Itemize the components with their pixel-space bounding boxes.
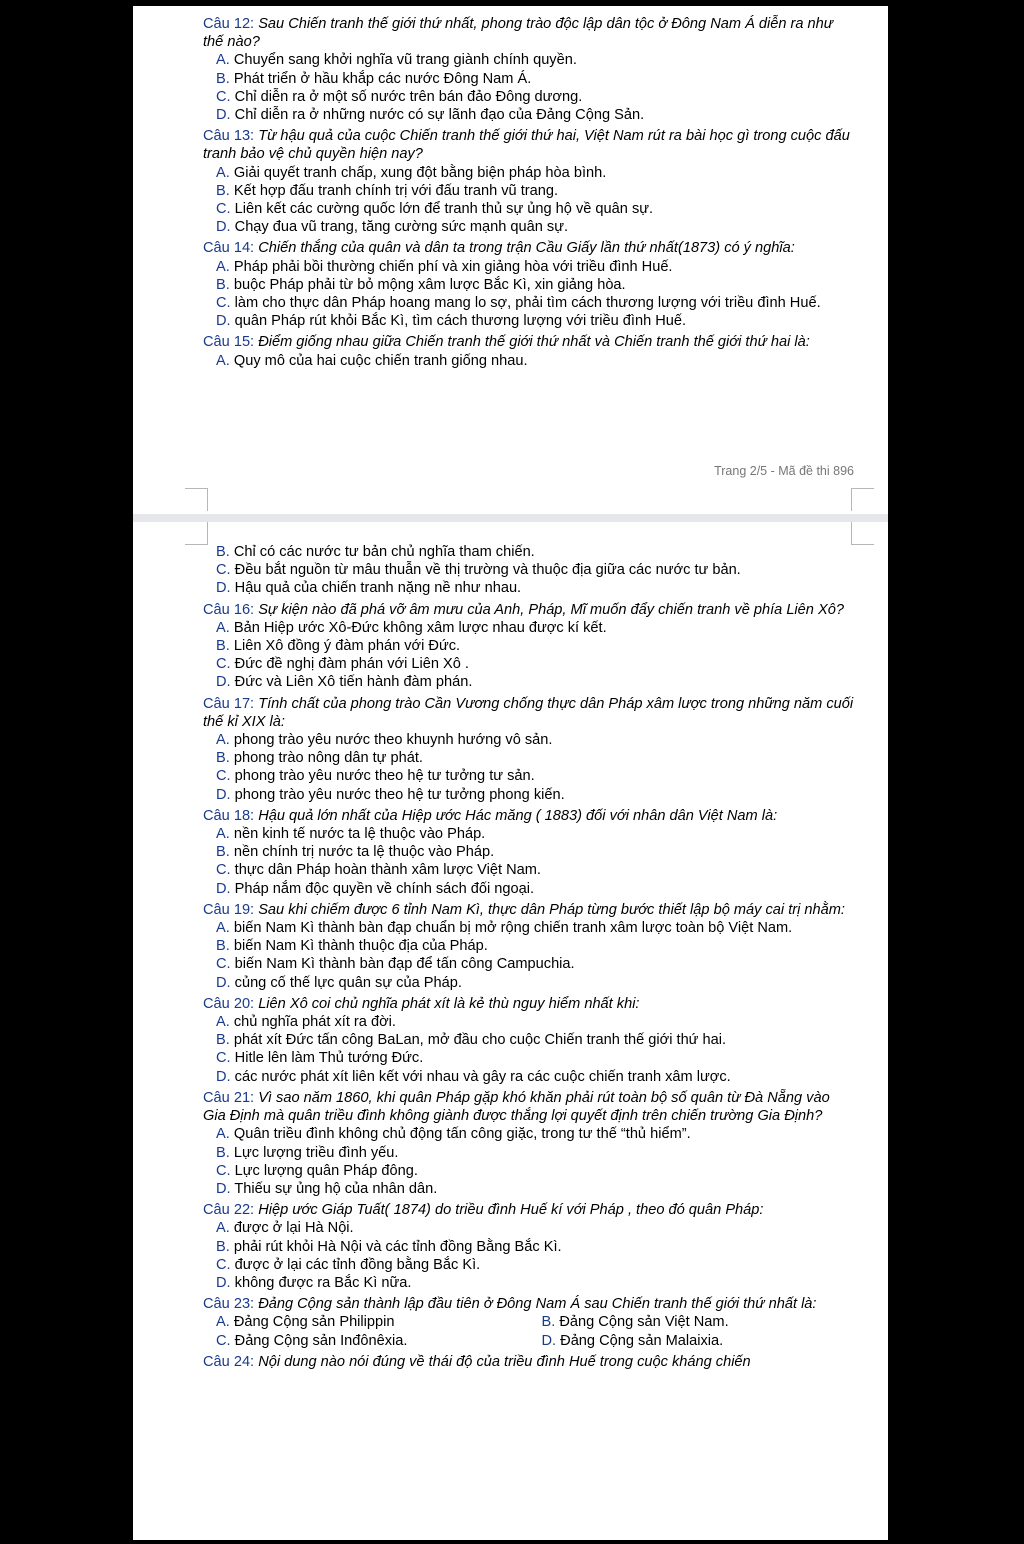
- question-text: Sau khi chiếm được 6 tỉnh Nam Kì, thực dân Pháp từng bước thiết lập bộ máy cai trị nhằm:: [258, 901, 845, 918]
- option-d: D. Đảng Cộng sản Malaixia.: [541, 1332, 724, 1349]
- question-number: Câu 13:: [203, 128, 255, 145]
- option-c: C. Hitle lên làm Thủ tướng Đức.: [216, 1050, 424, 1067]
- option-d: D. phong trào yêu nước theo hệ tư tưởng phong kiến.: [216, 786, 565, 803]
- question-18: [203, 807, 854, 898]
- option-c: C. thực dân Pháp hoàn thành xâm lược Việt Nam.: [216, 862, 541, 879]
- option-b: B. Liên Xô đồng ý đàm phán với Đức.: [216, 638, 461, 655]
- question-number: Câu 12:: [203, 16, 255, 32]
- question-number: Câu 16:: [203, 601, 255, 618]
- option-a: A. Giải quyết tranh chấp, xung đột bằng biện pháp hòa bình.: [216, 164, 607, 181]
- question-15: [203, 333, 854, 369]
- question-number: Câu 18:: [203, 807, 255, 824]
- question-number: Câu 23:: [203, 1296, 255, 1313]
- question-number: Câu 17:: [203, 695, 255, 712]
- exam-page-3: [133, 522, 888, 1540]
- option-a: A. Pháp phải bồi thường chiến phí và xin giảng hòa với triều đình Huế.: [216, 258, 673, 275]
- option-a: A. chủ nghĩa phát xít ra đời.: [216, 1014, 396, 1031]
- option-c: C. Đều bắt nguồn từ mâu thuẫn về thị trường và thuộc địa giữa các nước tư bản.: [216, 562, 741, 579]
- option-d: D. không được ra Bắc Kì nữa.: [216, 1274, 412, 1291]
- question-text: Hiệp ước Giáp Tuất( 1874) do triều đình Huế kí với Pháp , theo đó quân Pháp:: [258, 1202, 764, 1219]
- question-12: [203, 15, 854, 124]
- option-a: A. phong trào yêu nước theo khuynh hướng vô sản.: [216, 732, 553, 749]
- option-d: D. Thiếu sự ủng hộ của nhân dân.: [216, 1180, 438, 1197]
- option-a: A. nền kinh tế nước ta lệ thuộc vào Pháp.: [216, 826, 486, 843]
- option-d: D. Hậu quả của chiến tranh nặng nề như nhau.: [216, 580, 522, 597]
- question-text: Sau Chiến tranh thế giới thứ nhất, phong trào độc lập dân tộc ở Đông Nam Á diễn ra như thế nào?: [203, 16, 834, 51]
- option-d: D. Pháp nắm độc quyền về chính sách đối ngoại.: [216, 880, 535, 897]
- option-b: B. phát xít Đức tấn công BaLan, mở đầu cho cuộc Chiến tranh thế giới thứ hai.: [216, 1032, 727, 1049]
- option-d: D. các nước phát xít liên kết với nhau và gây ra các cuộc chiến tranh xâm lược.: [216, 1068, 731, 1085]
- option-c: C. làm cho thực dân Pháp hoang mang lo sợ, phải tìm cách thương lượng với triều đình Huế.: [216, 295, 821, 312]
- question-text: Đảng Cộng sản thành lập đầu tiên ở Đông Nam Á sau Chiến tranh thế giới thứ nhất là:: [258, 1296, 817, 1313]
- question-23: [203, 1295, 854, 1350]
- question-number: Câu 14:: [203, 240, 255, 257]
- option-b: B. Chỉ có các nước tư bản chủ nghĩa tham chiến.: [216, 544, 535, 560]
- page-content: [203, 540, 854, 1371]
- question-20: [203, 995, 854, 1086]
- option-d: D. Chạy đua vũ trang, tăng cường sức mạnh quân sự.: [216, 219, 569, 236]
- option-b: B. Đảng Cộng sản Việt Nam.: [541, 1314, 729, 1331]
- page-separator: [133, 514, 888, 522]
- option-b: B. nền chính trị nước ta lệ thuộc vào Pháp.: [216, 844, 495, 861]
- question-text: Nội dung nào nói đúng về thái độ của triều đình Huế trong cuộc kháng chiến: [258, 1353, 751, 1370]
- option-c: C. Lực lượng quân Pháp đông.: [216, 1162, 418, 1179]
- option-c: C. biến Nam Kì thành bàn đạp để tấn công Campuchia.: [216, 956, 575, 973]
- question-number: Câu 20:: [203, 995, 255, 1012]
- question-number: Câu 19:: [203, 901, 255, 918]
- option-c: C. Liên kết các cường quốc lớn để tranh thủ sự ủng hộ về quân sự.: [216, 201, 654, 218]
- page-corner-mark: [851, 522, 874, 545]
- question-text: Sự kiện nào đã phá vỡ âm mưu của Anh, Pháp, Mĩ muốn đẩy chiến tranh về phía Liên Xô?: [258, 601, 844, 618]
- option-b: B. phải rút khỏi Hà Nội và các tỉnh đồng Bằng Bắc Kì.: [216, 1238, 562, 1255]
- option-a: A. Đảng Cộng sản Philippin: [216, 1314, 395, 1331]
- question-19: [203, 901, 854, 992]
- option-b: B. phong trào nông dân tự phát.: [216, 750, 423, 767]
- question-text: Liên Xô coi chủ nghĩa phát xít là kẻ thù nguy hiểm nhất khi:: [258, 995, 640, 1012]
- option-c: C. Đảng Cộng sản Inđônêxia.: [216, 1332, 408, 1349]
- question-14: [203, 239, 854, 330]
- page-footer: Trang 2/5 - Mã đề thi 896: [714, 464, 854, 478]
- question-text: Điểm giống nhau giữa Chiến tranh thế giới thứ nhất và Chiến tranh thế giới thứ hai là:: [258, 334, 810, 351]
- option-b: B. biến Nam Kì thành thuộc địa của Pháp.: [216, 938, 488, 955]
- question-17: [203, 695, 854, 804]
- exam-page-2: [133, 6, 888, 514]
- option-a: A. được ở lại Hà Nội.: [216, 1220, 354, 1237]
- option-c: C. phong trào yêu nước theo hệ tư tưởng tư sản.: [216, 768, 535, 785]
- option-c: C. Chỉ diễn ra ở một số nước trên bán đảo Đông dương.: [216, 88, 583, 105]
- question-text: Hậu quả lớn nhất của Hiệp ước Hác măng ( 1883) đối với nhân dân Việt Nam là:: [258, 807, 778, 824]
- option-d: D. Đức và Liên Xô tiến hành đàm phán.: [216, 674, 473, 691]
- option-d: D. Chỉ diễn ra ở những nước có sự lãnh đạo của Đảng Cộng Sản.: [216, 107, 645, 124]
- page-corner-mark: [185, 488, 208, 511]
- question-number: Câu 24:: [203, 1353, 255, 1370]
- question-15-continued: [203, 543, 854, 598]
- option-c: C. được ở lại các tỉnh đồng bằng Bắc Kì.: [216, 1256, 481, 1273]
- option-a: A. Chuyển sang khởi nghĩa vũ trang giành chính quyền.: [216, 52, 577, 69]
- question-21: [203, 1089, 854, 1198]
- option-b: B. buộc Pháp phải từ bỏ mộng xâm lược Bắc Kì, xin giảng hòa.: [216, 276, 626, 293]
- question-text: Chiến thắng của quân và dân ta trong trận Cầu Giấy lần thứ nhất(1873) có ý nghĩa:: [258, 240, 795, 257]
- question-24: [203, 1353, 854, 1371]
- question-22: [203, 1201, 854, 1292]
- options-grid: [203, 1332, 854, 1350]
- question-text: Tính chất của phong trào Cần Vương chống thực dân Pháp xâm lược trong những năm cuối thế kỉ XIX là:: [203, 695, 854, 730]
- question-text: Vì sao năm 1860, khi quân Pháp gặp khó khăn phải rút toàn bộ số quân từ Đà Nẵng vào Gia Định mà quân triều đình không giành được thắng lợi quyết định trên chiến trường Gia Định?: [203, 1089, 830, 1125]
- option-a: A. biến Nam Kì thành bàn đạp chuẩn bị mở rộng chiến tranh xâm lược toàn bộ Việt Nam.: [216, 920, 793, 937]
- option-d: D. quân Pháp rút khỏi Bắc Kì, tìm cách thương lượng với triều đình Huế.: [216, 313, 687, 330]
- page-corner-mark: [851, 488, 874, 511]
- option-a: A. Bản Hiệp ước Xô-Đức không xâm lược nhau được kí kết.: [216, 619, 607, 636]
- options-grid: [203, 1313, 854, 1331]
- option-a: A. Quân triều đình không chủ động tấn công giặc, trong tư thế “thủ hiểm”.: [216, 1126, 691, 1143]
- question-number: Câu 22:: [203, 1202, 255, 1219]
- question-16: [203, 601, 854, 692]
- question-number: Câu 15:: [203, 334, 255, 351]
- question-text: Từ hậu quả của cuộc Chiến tranh thế giới thứ hai, Việt Nam rút ra bài học gì trong cuộc đấu tranh bảo vệ chủ quyền hiện nay?: [203, 128, 850, 163]
- option-c: C. Đức đề nghị đàm phán với Liên Xô .: [216, 656, 469, 673]
- question-13: [203, 127, 854, 236]
- option-b: B. Lực lượng triều đình yếu.: [216, 1144, 399, 1161]
- question-number: Câu 21:: [203, 1089, 255, 1106]
- option-a: A. Quy mô của hai cuộc chiến tranh giống nhau.: [216, 352, 528, 369]
- option-d: D. củng cố thế lực quân sự của Pháp.: [216, 974, 462, 991]
- page-content: [203, 12, 854, 370]
- option-b: B. Phát triển ở hầu khắp các nước Đông Nam Á.: [216, 70, 532, 87]
- option-b: B. Kết hợp đấu tranh chính trị với đấu tranh vũ trang.: [216, 182, 559, 199]
